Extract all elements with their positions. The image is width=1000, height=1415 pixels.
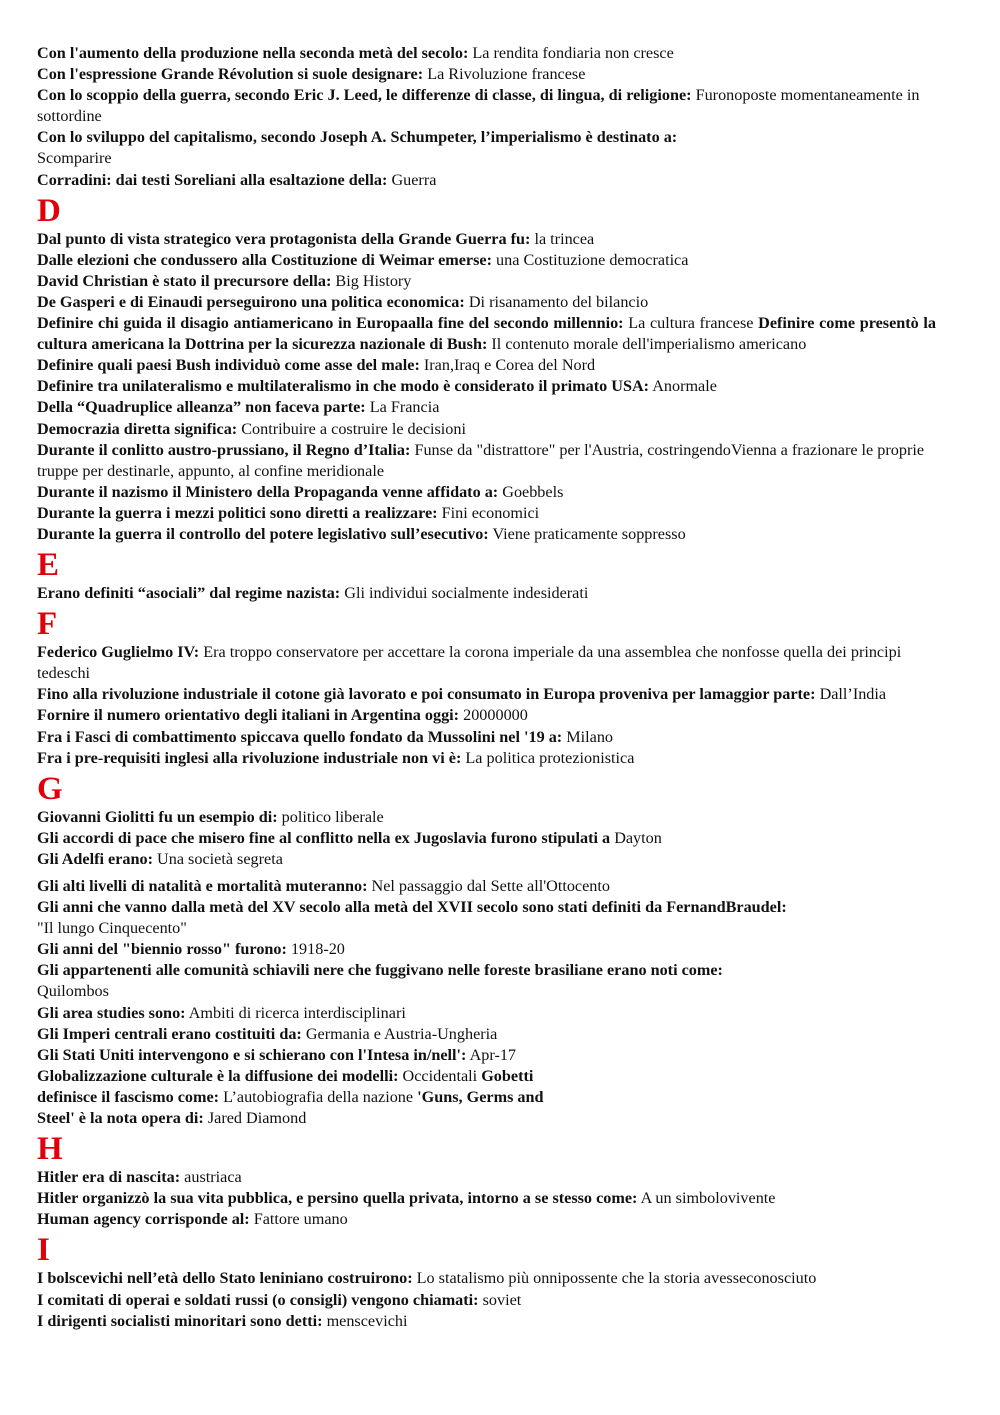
- question: Human agency corrisponde al:: [37, 1210, 250, 1229]
- answer: Goebbels: [502, 482, 564, 501]
- entry: [37, 229, 936, 250]
- question: Hitler organizzò la sua vita pubblica, e persino quella privata, intorno a se stesso come:: [37, 1189, 638, 1208]
- question: Fornire il numero orientativo degli italiani in Argentina oggi:: [37, 706, 460, 725]
- answer: Nel passaggio dal Sette all'Ottocento: [371, 877, 610, 895]
- entry: [37, 1290, 936, 1311]
- answer: "Il lungo Cinquecento": [37, 919, 187, 938]
- section-e: [37, 546, 936, 604]
- answer: Viene praticamente soppresso: [492, 524, 686, 543]
- entry: [37, 876, 936, 897]
- entry: [37, 939, 936, 960]
- entry: [37, 1045, 936, 1066]
- question: Federico Guglielmo IV:: [37, 643, 200, 662]
- question: 'Guns, Germs and: [417, 1087, 544, 1106]
- section-h: [37, 1130, 936, 1230]
- answer: Era troppo conservatore per accettare la corona imperiale da una assemblea che nonfosse quella dei principi tedeschi: [37, 643, 902, 683]
- answer: Anormale: [652, 377, 717, 396]
- question: Gli Stati Uniti intervengono e si schierano con l'Intesa in/nell':: [37, 1045, 467, 1064]
- question: Definire tra unilateralismo e multilateralismo in che modo è considerato il primato USA:: [37, 377, 650, 396]
- question: Con lo sviluppo del capitalismo, secondo Joseph A. Schumpeter, l’imperialismo è destinato a:: [37, 128, 678, 147]
- entry: [37, 376, 936, 397]
- question: Dalle elezioni che condussero alla Costituzione di Weimar emerse:: [37, 250, 492, 269]
- entry: [37, 807, 936, 828]
- section-f: [37, 605, 936, 769]
- question: Erano definiti “asociali” dal regime nazista:: [37, 584, 341, 603]
- question: Dal punto di vista strategico vera protagonista della Grande Guerra fu:: [37, 229, 531, 248]
- answer: Di risanamento del bilancio: [468, 292, 649, 311]
- entry: [37, 313, 936, 355]
- question: Gli Imperi centrali erano costituiti da:: [37, 1024, 302, 1043]
- question: Definire chi guida il disagio antiamericano in Europaalla fine del secondo millennio:: [37, 314, 624, 333]
- question: Definire come presentò la cultura americana la Dottrina per la sicurezza nazionale di Bush:: [37, 314, 937, 354]
- question: I dirigenti socialisti minoritari sono detti:: [37, 1311, 323, 1330]
- entry: [37, 705, 936, 726]
- answer: 1918-20: [290, 940, 345, 959]
- question: De Gasperi e di Einaudi perseguirono una politica economica:: [37, 292, 465, 311]
- answer: La politica protezionistica: [465, 748, 635, 767]
- question: Durante il conlitto austro-prussiano, il Regno d’Italia:: [37, 440, 411, 459]
- answer: Apr-17: [469, 1045, 517, 1064]
- answer: Jared Diamond: [207, 1109, 307, 1128]
- entry: [37, 250, 936, 271]
- answer: Lo statalismo più onnipossente che la storia avesseconosciuto: [416, 1269, 817, 1288]
- question: Gli anni del "biennio rosso" furono:: [37, 940, 287, 959]
- question: Definire quali paesi Bush individuò come asse del male:: [37, 356, 420, 375]
- section-i: [37, 1231, 936, 1331]
- answer: L’autobiografia della nazione: [223, 1087, 414, 1106]
- question: Gli accordi di pace che misero fine al conflitto nella ex Jugoslavia furono stipulati a: [37, 828, 611, 847]
- answer: Milano: [566, 727, 614, 746]
- question: Durante la guerra i mezzi politici sono diretti a realizzare:: [37, 503, 438, 522]
- entry: [37, 43, 936, 64]
- question: Giovanni Giolitti fu un esempio di:: [37, 807, 278, 826]
- entry: [37, 1024, 936, 1045]
- entry: [37, 1188, 936, 1209]
- answer: 20000000: [463, 706, 528, 725]
- question: Gli anni che vanno dalla metà del XV secolo alla metà del XVII secolo sono stati definiti da FernandBraudel:: [37, 898, 787, 917]
- answer: Big History: [335, 271, 412, 290]
- entry: [37, 397, 936, 418]
- entry: [37, 684, 936, 705]
- entry: [37, 1167, 936, 1188]
- question: Hitler era di nascita:: [37, 1168, 181, 1187]
- entry: [37, 1209, 936, 1230]
- answer: una Costituzione democratica: [496, 250, 689, 269]
- section-letter: E: [37, 547, 60, 584]
- question: David Christian è stato il precursore della:: [37, 271, 332, 290]
- entry: [37, 748, 936, 769]
- answer: soviet: [482, 1290, 522, 1309]
- section-letter: D: [37, 192, 61, 229]
- question: Globalizzazione culturale è la diffusione dei modelli:: [37, 1066, 399, 1085]
- question: Fra i Fasci di combattimento spiccava quello fondato da Mussolini nel '19 a:: [37, 727, 563, 746]
- question: Gli alti livelli di natalità e mortalità muteranno:: [37, 877, 368, 895]
- question: Con l'espressione Grande Révolution si suole designare:: [37, 65, 424, 84]
- question: Fra i pre-requisiti inglesi alla rivoluzione industriale non vi è:: [37, 748, 462, 767]
- section-letter: F: [37, 606, 58, 643]
- entry: [37, 482, 936, 503]
- entry: [37, 85, 936, 127]
- entry: [37, 642, 936, 684]
- entry: [37, 503, 936, 524]
- question: Fino alla rivoluzione industriale il cotone già lavorato e poi consumato in Europa proveniva per lamaggior parte:: [37, 685, 816, 704]
- entry: [37, 271, 936, 292]
- answer: Una società segreta: [157, 849, 283, 868]
- answer: Fini economici: [441, 503, 540, 522]
- question: Steel' è la nota opera di:: [37, 1109, 204, 1128]
- section-letter: I: [37, 1232, 50, 1269]
- question: Gobetti: [481, 1066, 534, 1085]
- answer: Gli individui socialmente indesiderati: [344, 584, 589, 603]
- answer: Ambiti di ricerca interdisciplinari: [188, 1003, 406, 1022]
- question: Gli area studies sono:: [37, 1003, 186, 1022]
- question: Gli appartenenti alle comunità schiavili nere che fuggivano nelle foreste brasiliane erano noti come:: [37, 961, 723, 980]
- answer: Occidentali: [402, 1066, 478, 1085]
- answer: austriaca: [184, 1168, 242, 1187]
- question: Gli Adelfi erano:: [37, 849, 153, 868]
- answer: La Francia: [369, 398, 440, 417]
- question: I comitati di operai e soldati russi (o consigli) vengono chiamati:: [37, 1290, 479, 1309]
- entry: [37, 524, 936, 545]
- answer: Scomparire: [37, 149, 112, 168]
- entry: [37, 355, 936, 376]
- question: Durante il nazismo il Ministero della Propaganda venne affidato a:: [37, 482, 499, 501]
- entry: [37, 960, 936, 1002]
- entry: [37, 897, 936, 939]
- answer: la trincea: [534, 229, 595, 248]
- question: definisce il fascismo come:: [37, 1087, 220, 1106]
- answer: La Rivoluzione francese: [427, 65, 586, 84]
- entry: [37, 64, 936, 85]
- answer: Il contenuto morale dell'imperialismo americano: [491, 335, 807, 354]
- answer: Furonoposte momentaneamente in sottordine: [37, 86, 920, 126]
- entry: [37, 828, 936, 849]
- question: Con l'aumento della produzione nella seconda metà del secolo:: [37, 44, 469, 62]
- question: I bolscevichi nell’età dello Stato leniniano costruirono:: [37, 1269, 413, 1288]
- section-c: [37, 43, 936, 191]
- answer: Contribuire a costruire le decisioni: [241, 419, 466, 438]
- entry: [37, 440, 936, 482]
- entry: [37, 849, 936, 870]
- question: Democrazia diretta significa:: [37, 419, 238, 438]
- entry: [37, 1066, 936, 1129]
- answer: Dayton: [614, 828, 662, 847]
- entry: [37, 1311, 936, 1332]
- answer: La cultura francese: [628, 314, 754, 333]
- answer: Dall’India: [819, 685, 887, 704]
- answer: menscevichi: [326, 1311, 408, 1330]
- question: Con lo scoppio della guerra, secondo Eric J. Leed, le differenze di classe, di lingua, di religione:: [37, 86, 692, 105]
- answer: politico liberale: [281, 807, 384, 826]
- question: Corradini: dai testi Soreliani alla esaltazione della:: [37, 170, 388, 189]
- section-letter: G: [37, 770, 63, 807]
- section-letter: H: [37, 1131, 63, 1168]
- question: Della “Quadruplice alleanza” non faceva parte:: [37, 398, 366, 417]
- answer: Guerra: [391, 170, 437, 189]
- answer: La rendita fondiaria non cresce: [472, 44, 674, 62]
- entry: [37, 583, 936, 604]
- answer: Quilombos: [37, 982, 109, 1001]
- entry: [37, 292, 936, 313]
- section-d: [37, 192, 936, 545]
- answer: Germania e Austria-Ungheria: [305, 1024, 498, 1043]
- answer: Fattore umano: [253, 1210, 348, 1229]
- question: Durante la guerra il controllo del potere legislativo sull’esecutivo:: [37, 524, 489, 543]
- entry: [37, 127, 936, 169]
- entry: [37, 1003, 936, 1024]
- entry: [37, 170, 936, 191]
- section-g: [37, 770, 936, 1129]
- answer: Iran,Iraq e Corea del Nord: [423, 356, 596, 375]
- entry: [37, 419, 936, 440]
- answer: A un simbolovivente: [640, 1189, 776, 1208]
- entry: [37, 1268, 936, 1289]
- entry: [37, 727, 936, 748]
- answer: Funse da "distrattore" per l'Austria, costringendoVienna a frazionare le proprie truppe per destinarle, appunto, al confine meridionale: [37, 440, 925, 480]
